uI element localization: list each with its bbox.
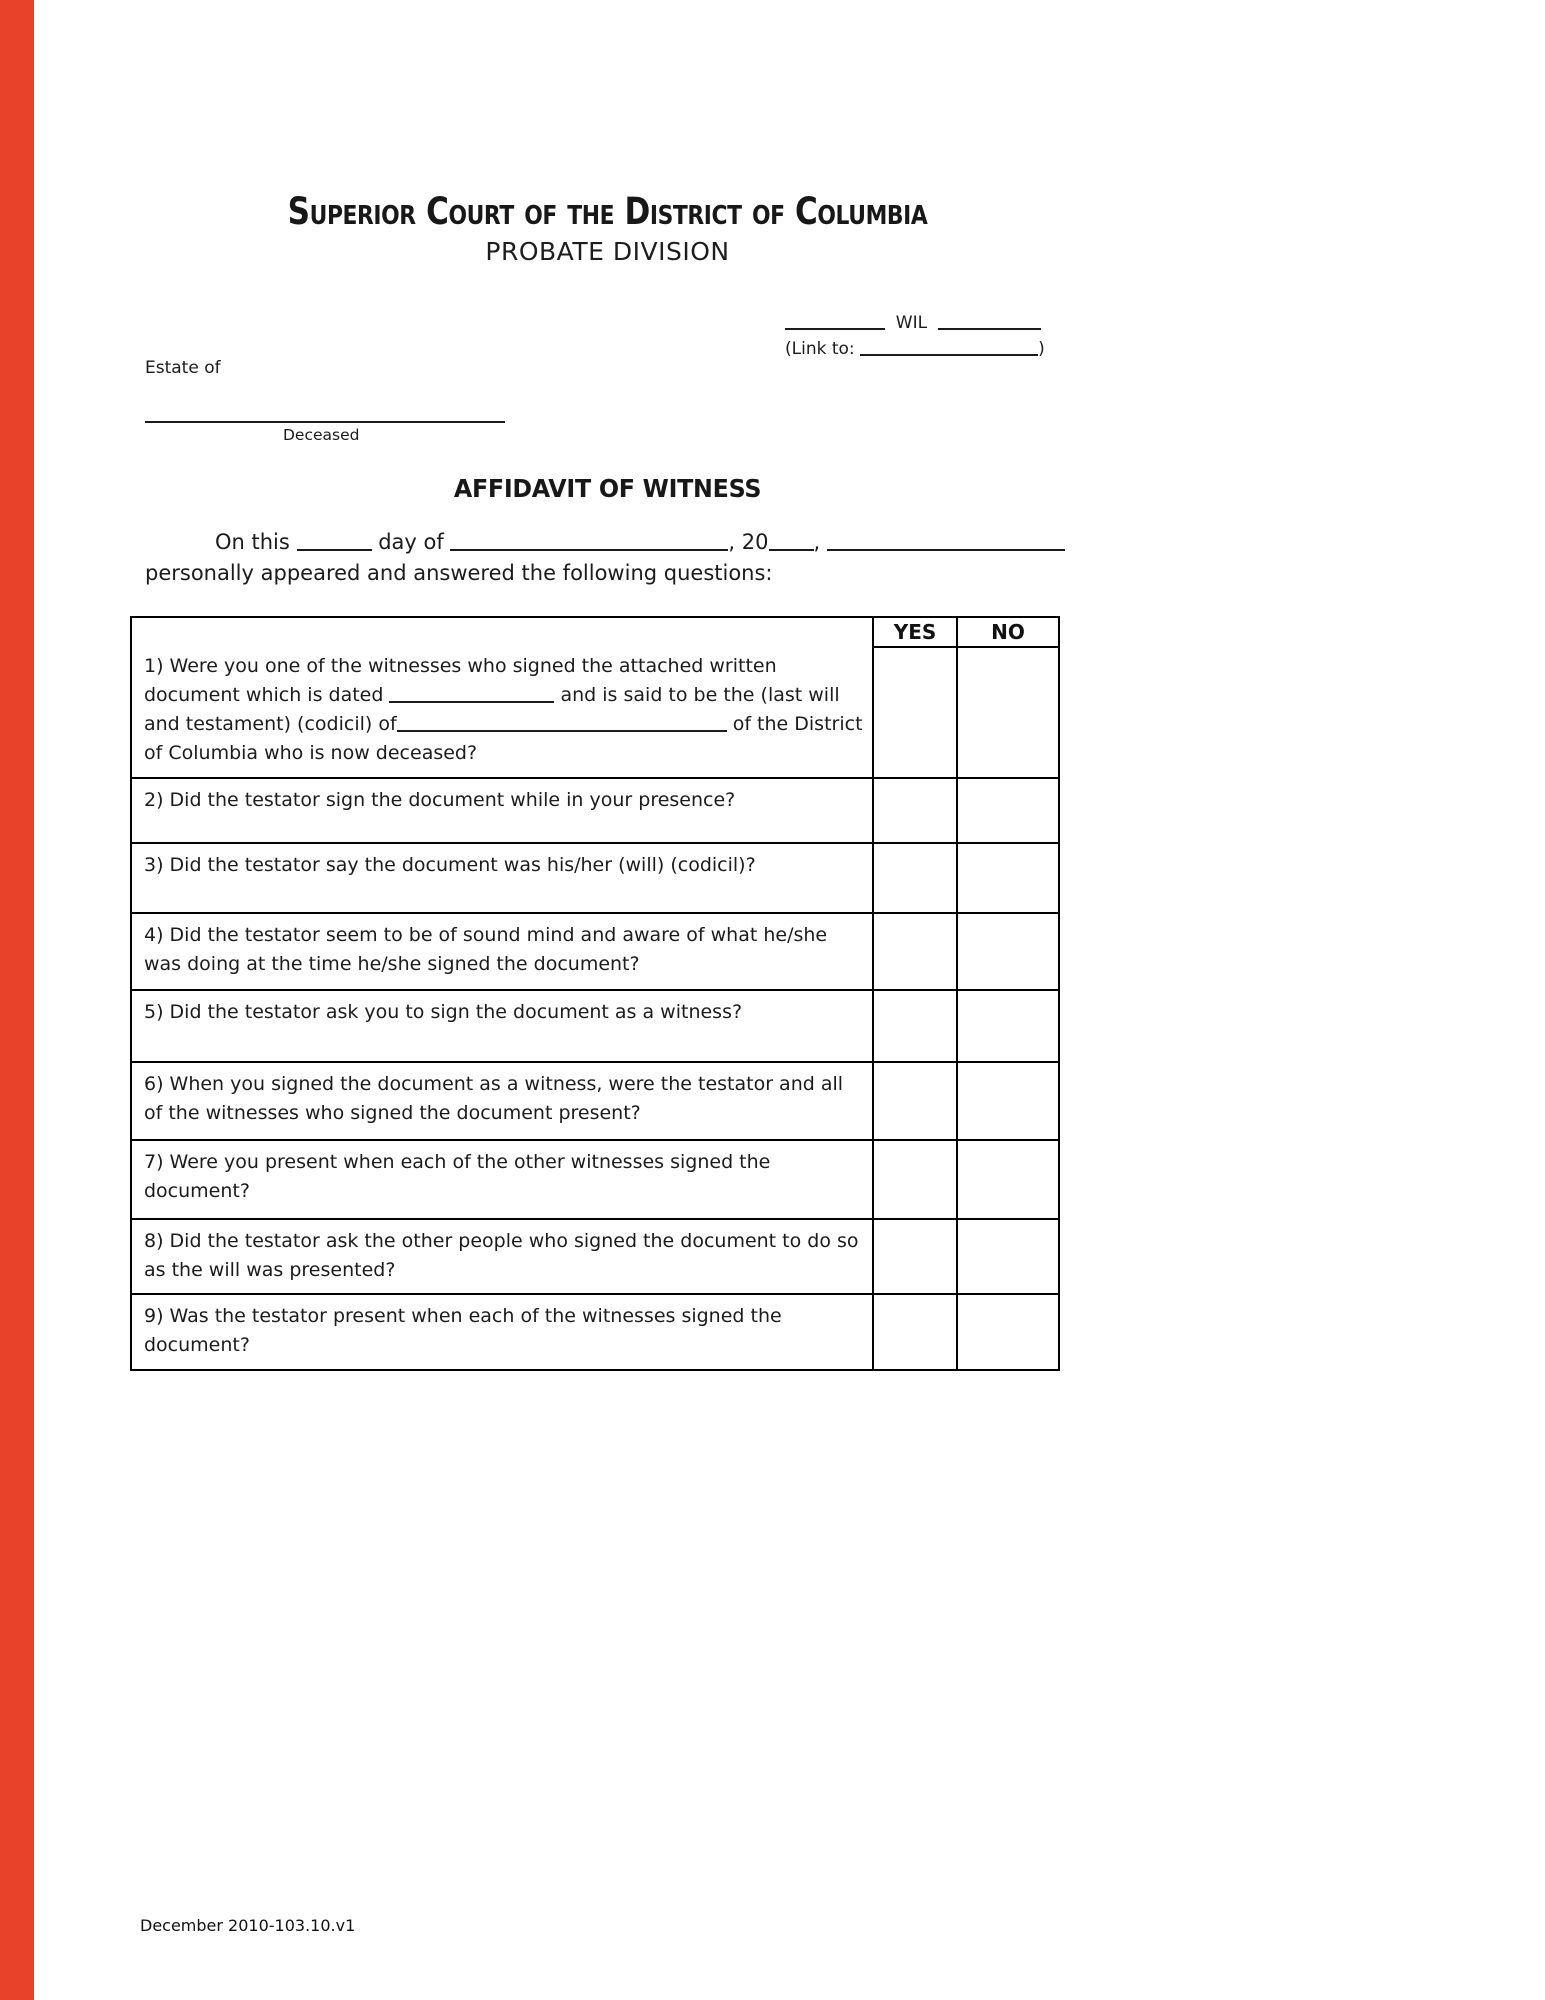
- no-column-header: NO: [957, 617, 1059, 647]
- question-cell: 5) Did the testator ask you to sign the document as a witness?: [131, 990, 873, 1062]
- link-to-line: (Link to: ): [785, 339, 1045, 359]
- table-row: [131, 778, 1059, 843]
- fill-in-blank[interactable]: [450, 530, 728, 551]
- footer-version: December 2010-103.10.v1: [140, 1916, 356, 1935]
- fill-in-blank[interactable]: [860, 339, 1038, 356]
- intro-paragraph: [145, 527, 1085, 589]
- no-answer-cell[interactable]: [957, 778, 1059, 843]
- table-row: [131, 990, 1059, 1062]
- table-row: [131, 843, 1059, 913]
- case-reference-block: [785, 310, 1045, 362]
- fill-in-blank[interactable]: [297, 530, 372, 551]
- table-row: [131, 1062, 1059, 1140]
- yes-answer-cell[interactable]: [873, 647, 957, 778]
- no-answer-cell[interactable]: [957, 843, 1059, 913]
- fill-in-blank[interactable]: [938, 313, 1041, 330]
- yes-answer-cell[interactable]: [873, 778, 957, 843]
- left-accent-bar: [0, 0, 34, 2000]
- question-cell: 9) Was the testator present when each of the witnesses signed the document?: [131, 1294, 873, 1370]
- no-answer-cell[interactable]: [957, 647, 1059, 778]
- intro-line-1: On this day of , 20 ,: [145, 527, 1085, 558]
- estate-of-label: Estate of: [145, 358, 221, 378]
- no-answer-cell[interactable]: [957, 1219, 1059, 1294]
- yes-answer-cell[interactable]: [873, 1294, 957, 1370]
- no-answer-cell[interactable]: [957, 1140, 1059, 1219]
- no-answer-cell[interactable]: [957, 1294, 1059, 1370]
- deceased-label: Deceased: [283, 426, 360, 444]
- table-header-row: [131, 617, 1059, 647]
- division-subtitle: PROBATE DIVISION: [485, 237, 730, 266]
- no-answer-cell[interactable]: [957, 990, 1059, 1062]
- yes-answer-cell[interactable]: [873, 913, 957, 990]
- yes-answer-cell[interactable]: [873, 1140, 957, 1219]
- fill-in-blank[interactable]: [827, 530, 1065, 551]
- court-title: Superior Court of the District of Columbia: [287, 190, 928, 233]
- affidavit-heading: AFFIDAVIT OF WITNESS: [453, 474, 762, 503]
- fill-in-blank[interactable]: [769, 530, 814, 551]
- table-row: [131, 1294, 1059, 1370]
- yes-answer-cell[interactable]: [873, 990, 957, 1062]
- table-row: [131, 1219, 1059, 1294]
- question-cell: 8) Did the testator ask the other people who signed the document to do so as the will was presented?: [131, 1219, 873, 1294]
- yes-column-header: YES: [873, 617, 957, 647]
- no-answer-cell[interactable]: [957, 913, 1059, 990]
- table-row: [131, 1140, 1059, 1219]
- questions-table: [130, 616, 1060, 1371]
- question-cell: 1) Were you one of the witnesses who signed the attached written document which is dated and is said to be the (last will and testament) (codicil) of of the District of Columbia who is now deceased?: [131, 617, 873, 778]
- question-cell: 4) Did the testator seem to be of sound mind and aware of what he/she was doing at the time he/she signed the document?: [131, 913, 873, 990]
- question-cell: 3) Did the testator say the document was his/her (will) (codicil)?: [131, 843, 873, 913]
- yes-answer-cell[interactable]: [873, 1219, 957, 1294]
- intro-line-2: personally appeared and answered the following questions:: [145, 561, 773, 585]
- fill-in-blank[interactable]: [389, 684, 554, 703]
- table-row: [131, 913, 1059, 990]
- fill-in-blank[interactable]: [397, 713, 727, 732]
- decedent-name-line[interactable]: [145, 402, 505, 423]
- yes-answer-cell[interactable]: [873, 1062, 957, 1140]
- wil-number-line: WIL: [785, 310, 1045, 336]
- question-cell: 7) Were you present when each of the other witnesses signed the document?: [131, 1140, 873, 1219]
- question-cell: 6) When you signed the document as a witness, were the testator and all of the witnesses who signed the document present?: [131, 1062, 873, 1140]
- no-answer-cell[interactable]: [957, 1062, 1059, 1140]
- fill-in-blank[interactable]: [785, 313, 885, 330]
- question-cell: 2) Did the testator sign the document while in your presence?: [131, 778, 873, 843]
- yes-answer-cell[interactable]: [873, 843, 957, 913]
